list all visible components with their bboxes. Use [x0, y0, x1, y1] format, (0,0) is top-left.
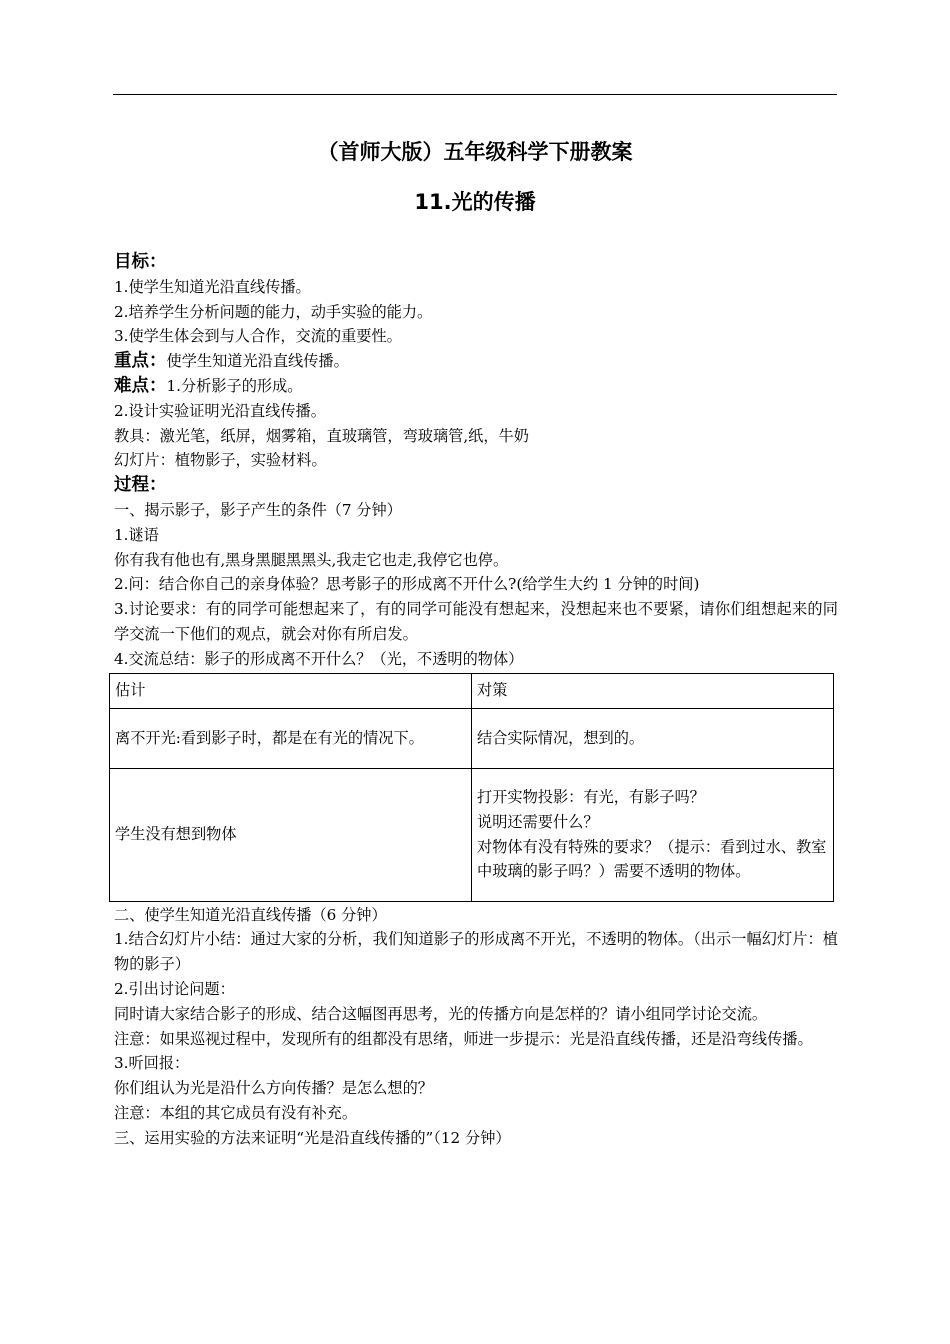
table-header-cell: 对策: [472, 673, 834, 708]
objectives-heading: 目标：: [114, 252, 167, 272]
key-point: [114, 349, 838, 374]
slides: 幻灯片：植物影子，实验材料。: [114, 451, 327, 470]
paragraph: 注意：本组的其它成员有没有补充。: [114, 1103, 357, 1122]
key-point-text: 使学生知道光沿直线传播。: [166, 352, 349, 371]
table-cell: 学生没有想到物体: [110, 768, 472, 901]
difficulty: [114, 374, 838, 399]
paragraph: 你们组认为光是沿什么方向传播？是怎么想的？: [114, 1079, 433, 1098]
strategy-table: [109, 673, 834, 902]
table-row: [110, 768, 834, 901]
paragraph: 1.结合幻灯片小结：通过大家的分析，我们知道影子的形成离不开光，不透明的物体。（出示一幅幻灯片：植物的影子）: [114, 930, 838, 974]
section-title: 一、揭示影子，影子产生的条件（7 分钟）: [114, 500, 402, 519]
header-rule: [113, 94, 837, 95]
paragraph: 1.谜语: [114, 525, 159, 544]
paragraph: 3.听回报：: [114, 1054, 190, 1073]
key-point-label: 重点：: [114, 351, 167, 372]
paragraph: 注意：如果巡视过程中，发现所有的组都没有思绪，师进一步提示：光是沿直线传播，还是沿弯线传播。: [114, 1029, 813, 1048]
paragraph: 4.交流总结：影子的形成离不开什么？（光，不透明的物体）: [114, 649, 524, 668]
difficulty-item: 2.设计实验证明光沿直线传播。: [114, 401, 326, 420]
objective-item: 2.培养学生分析问题的能力，动手实验的能力。: [114, 302, 433, 321]
paragraph: 你有我有他也有,黑身黑腿黑黑头,我走它也走,我停它也停。: [114, 550, 509, 569]
objective-item: 1.使学生知道光沿直线传播。: [114, 277, 311, 296]
difficulty-label: 难点：: [114, 375, 167, 396]
lesson-title: 11.光的传播: [414, 190, 536, 214]
objective-item: 3.使学生体会到与人合作，交流的重要性。: [114, 327, 402, 346]
document-body: [114, 250, 838, 1151]
paragraph: 2.引出讨论问题：: [114, 979, 235, 998]
table-cell: 结合实际情况，想到的。: [472, 708, 834, 768]
table-row: [110, 708, 834, 768]
table-cell: 离不开光:看到影子时，都是在有光的情况下。: [110, 708, 472, 768]
cell-line: 打开实物投影：有光，有影子吗？: [477, 787, 705, 806]
paragraph: 2.问：结合你自己的亲身体验？思考影子的形成离不开什么?(给学生大约 1 分钟的时间): [114, 575, 700, 594]
process-heading: 过程：: [114, 475, 167, 496]
table-header-cell: 估计: [110, 673, 472, 708]
difficulty-text: 1.分析影子的形成。: [166, 376, 303, 395]
section-title: 二、使学生知道光沿直线传播（6 分钟）: [114, 905, 387, 924]
paragraph: 同时请大家结合影子的形成、结合这幅图再思考，光的传播方向是怎样的？请小组同学讨论交流。: [114, 1004, 768, 1023]
teaching-tools: 教具：激光笔，纸屏，烟雾箱，直玻璃管，弯玻璃管,纸，牛奶: [114, 426, 529, 445]
cell-line: 说明还需要什么？: [477, 812, 599, 831]
table-cell: [472, 768, 834, 901]
section-title: 三、运用实验的方法来证明“光是沿直线传播的”（12 分钟）: [114, 1128, 511, 1147]
table-header-row: [110, 673, 834, 708]
cell-line: 对物体有没有特殊的要求？（提示：看到过水、教室中玻璃的影子吗？）需要不透明的物体。: [477, 837, 827, 881]
document-title: （首师大版）五年级科学下册教案: [317, 140, 633, 164]
paragraph: 3.讨论要求：有的同学可能想起来了，有的同学可能没有想起来，没想起来也不要紧，请你们组想起来的同学交流一下他们的观点，就会对你有所启发。: [114, 600, 838, 643]
